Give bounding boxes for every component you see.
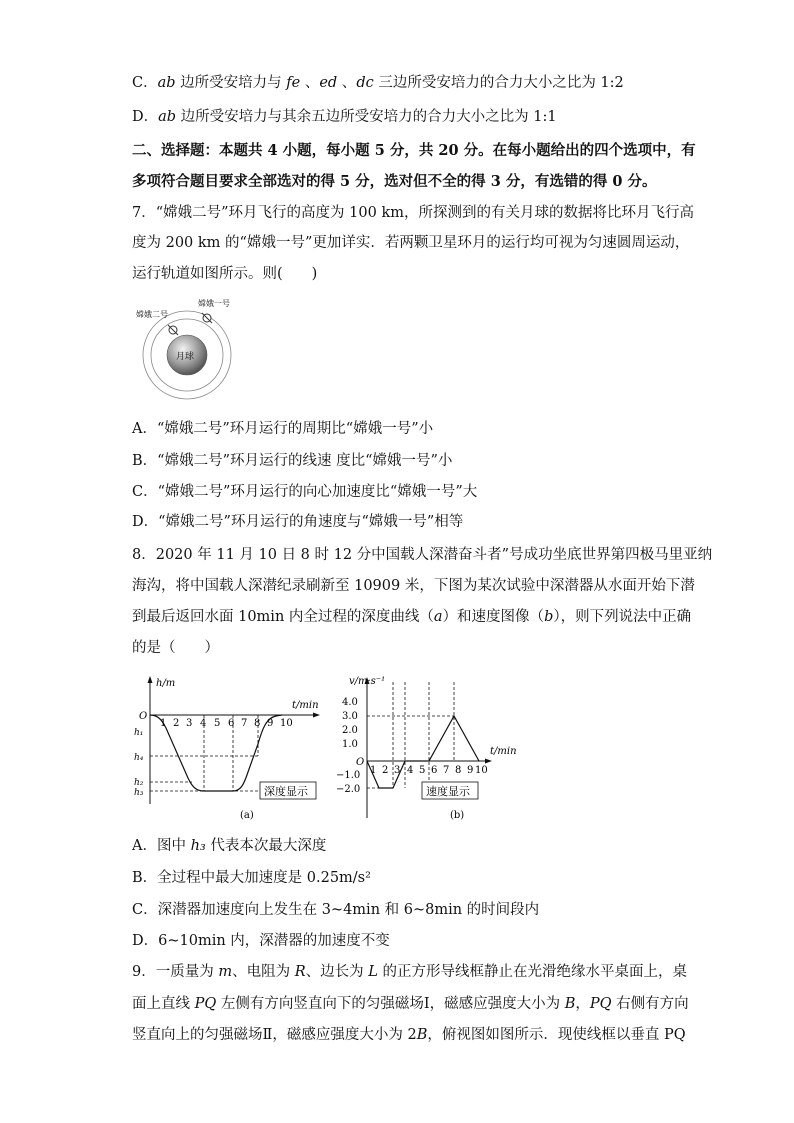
q7-orbit-figure	[130, 292, 250, 404]
q8-stem-4: 的是（ ）	[132, 640, 219, 656]
q6-option-d[interactable]: D．ab 边所受安培力与其余五边所受安培力的合力大小之比为 1:1	[132, 109, 557, 125]
q8-option-c[interactable]: C．深潜器加速度向上发生在 3~4min 和 6~8min 的时间段内	[132, 902, 540, 918]
q7-option-b[interactable]: B．“嫦娥二号”环月运行的线速 度比“嫦娥一号”小	[132, 453, 453, 469]
q8-option-d[interactable]: D．6~10min 内，深潜器的加速度不变	[132, 933, 390, 949]
depth-graph	[132, 672, 332, 822]
velocity-ytick: −1.0	[336, 770, 361, 781]
q8-option-b[interactable]: B．全过程中最大加速度是 0.25m/s²	[132, 870, 371, 886]
depth-origin: O	[139, 711, 148, 722]
moon-label: 月球	[176, 352, 195, 362]
satellite-yi-icon	[202, 313, 212, 323]
q7-option-d[interactable]: D．“嫦娥二号”环月运行的角速度与“嫦娥一号”相等	[132, 514, 464, 530]
velocity-xtick: 7	[443, 765, 450, 776]
velocity-xtick: 2	[382, 765, 389, 776]
depth-y-label: h/m	[156, 678, 176, 689]
velocity-xtick: 3	[394, 765, 401, 776]
q7-option-a[interactable]: A．“嫦娥二号”环月运行的周期比“嫦娥一号”小	[132, 421, 434, 437]
q7-stem-3: 运行轨道如图所示。则( )	[132, 266, 318, 282]
velocity-graph	[336, 672, 526, 822]
velocity-ytick: 2.0	[342, 725, 358, 736]
velocity-xtick: 4	[407, 765, 414, 776]
velocity-xtick: 8	[455, 765, 462, 776]
depth-caption: (a)	[240, 810, 254, 821]
label-chang-e-1: 嫦娥一号	[198, 299, 230, 308]
velocity-xtick: 9	[467, 765, 474, 776]
velocity-xtick: 5	[419, 765, 426, 776]
velocity-ytick: 3.0	[342, 711, 358, 722]
q6-option-c[interactable]: C．ab 边所受安培力与 fe 、ed 、dc 三边所受安培力的合力大小之比为 1:2	[132, 75, 624, 91]
section-heading-line2: 多项符合题目要求全部选对的得 5 分，选对但不全的得 3 分，有选错的得 0 分。	[132, 173, 657, 190]
velocity-caption: (b)	[450, 810, 465, 821]
velocity-y-ticks	[336, 697, 360, 795]
q7-stem-2: 度为 200 km 的“嫦娥一号”更加详实．若两颗卫星环月的运行均可视为匀速圆周运动，	[132, 235, 690, 251]
depth-xtick: 7	[241, 718, 248, 729]
velocity-origin: O	[356, 757, 365, 768]
label-h2: h₂	[134, 778, 144, 788]
velocity-ytick: 4.0	[342, 697, 358, 708]
depth-xtick: 1	[160, 718, 167, 729]
label-h3: h₃	[134, 788, 144, 798]
depth-xtick: 3	[186, 718, 193, 729]
depth-xtick: 10	[280, 718, 293, 729]
depth-xtick: 2	[173, 718, 180, 729]
depth-xtick: 9	[267, 718, 274, 729]
velocity-y-label: v/m·s⁻¹	[349, 676, 386, 687]
q7-option-c[interactable]: C．“嫦娥二号”环月运行的向心加速度比“嫦娥一号”大	[132, 484, 478, 500]
q8-stem-3: 到最后返回水面 10min 内全过程的深度曲线（a）和速度图像（b），则下列说法中正确	[132, 609, 692, 625]
depth-x-label: t/min	[292, 700, 319, 711]
q7-stem-1: 7．“嫦娥二号”环月飞行的高度为 100 km，所探测到的有关月球的数据将比环月飞行高	[132, 205, 694, 221]
depth-xtick: 8	[254, 718, 261, 729]
label-h4: h₄	[134, 753, 144, 763]
velocity-x-label: t/min	[490, 746, 517, 757]
q9-stem-1: 9．一质量为 m、电阻为 R、边长为 L 的正方形导线框静止在光滑绝缘水平桌面上，桌	[132, 964, 687, 980]
velocity-curve	[367, 716, 479, 788]
satellite-er-icon	[168, 325, 178, 335]
velocity-ytick: 1.0	[342, 739, 358, 750]
velocity-xtick: 6	[431, 765, 438, 776]
q8-stem-2: 海沟，将中国载人深潜纪录刷新至 10909 米，下图为某次试验中深潜器从水面开始下潜	[132, 578, 695, 594]
velocity-xtick: 1	[370, 765, 377, 776]
section-heading-line1: 二、选择题：本题共 4 小题，每小题 5 分，共 20 分。在每小题给出的四个选项中，有	[132, 142, 696, 159]
q9-stem-2: 面上直线 PQ 左侧有方向竖直向下的匀强磁场Ⅰ，磁感应强度大小为 B，PQ 右侧有方向	[132, 996, 689, 1012]
velocity-ytick: −2.0	[336, 784, 361, 795]
velocity-xtick: 10	[475, 765, 488, 776]
q8-option-a[interactable]: A．图中 h₃ 代表本次最大深度	[132, 838, 327, 854]
q8-stem-1: 8．2020 年 11 月 10 日 8 时 12 分中国载人深潜奋斗者”号成功坐底世界第四极马里亚纳	[132, 547, 713, 563]
label-h1: h₁	[134, 728, 144, 738]
q9-stem-3: 竖直向上的匀强磁场Ⅱ，磁感应强度大小为 2B，俯视图如图所示．现使线框以垂直 PQ	[132, 1027, 686, 1043]
depth-xtick: 5	[214, 718, 221, 729]
label-chang-e-2: 嫦娥二号	[136, 310, 168, 319]
depth-x-ticks	[160, 718, 293, 729]
depth-xtick: 4	[200, 718, 207, 729]
velocity-display-label: 速度显示	[426, 785, 470, 798]
depth-xtick: 6	[228, 718, 235, 729]
depth-display-label: 深度显示	[264, 785, 308, 798]
